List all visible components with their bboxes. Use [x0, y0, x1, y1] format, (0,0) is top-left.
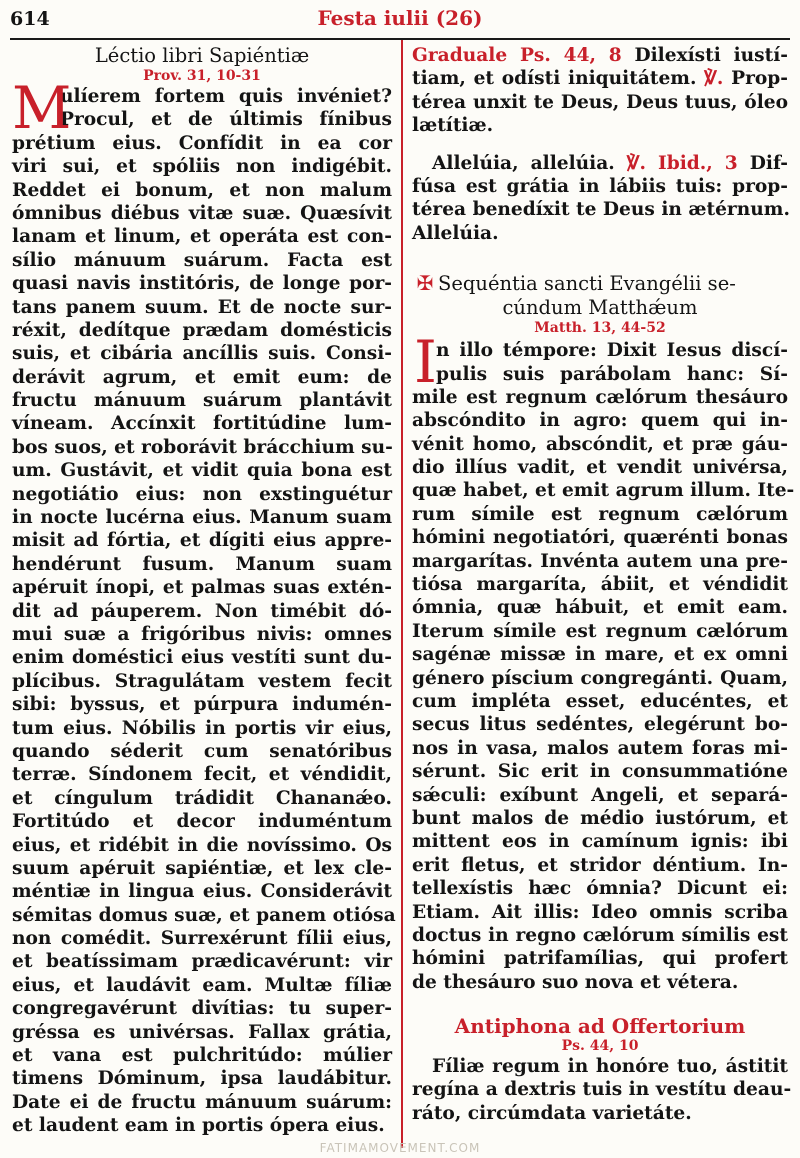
lesson-line: prétium eius. Confídit in ea cor — [12, 132, 392, 154]
gospel-line: ómnia, quæ hábuit, et emit eam. — [412, 597, 788, 619]
gospel-line: bunt malos de médio iustórum, et — [412, 807, 788, 829]
lesson-line: tum eius. Nóbilis in portis vir eius, — [12, 717, 392, 739]
lesson-line: in nocte lucérna eius. Manum suam — [12, 507, 392, 529]
gospel-line: secus litus sedéntes, elegérunt bo- — [412, 714, 788, 736]
gospel-line: dio illíus vadit, et vendit univérsa, — [412, 457, 788, 479]
lesson-line: Fortitúdo et decor induméntum — [12, 811, 392, 833]
lesson-line: et laudent eam in portis ópera eius. — [12, 1115, 385, 1137]
offertory-line: ráto, circúmdata varietáte. — [412, 1102, 692, 1124]
gospel-line: margarítas. Invénta autem una pre- — [412, 550, 788, 572]
lesson-line: hendérunt fusum. Manum suam — [12, 553, 392, 575]
gradual-line: lætítiæ. — [412, 115, 494, 137]
watermark: FATIMAMOVEMENT.COM — [319, 1141, 481, 1155]
gospel-lines — [412, 339, 795, 994]
lesson-line: sémitas domus suæ, et panem otiósa — [12, 904, 396, 926]
gospel-heading-text-1: Sequéntia sancti Evangélii se- — [438, 272, 736, 296]
lesson-reference: Prov. 31, 10-31 — [143, 68, 261, 84]
lesson-line: um. Gustávit, et vidit quia bona est — [12, 460, 392, 482]
offertory-reference: Ps. 44, 10 — [561, 1038, 639, 1055]
lesson-line: lanam et linum, et operáta est con- — [12, 226, 392, 248]
column-divider — [401, 40, 403, 1148]
lesson-line: eius, et ridébit in die novíssimo. Os — [12, 834, 392, 856]
lesson-line: fructu mánuum suárum plantávit — [12, 390, 392, 412]
gospel-dropcap: I — [414, 328, 437, 397]
lesson-line: mui suæ a frigóribus nivis: omnes — [12, 623, 392, 645]
gospel-line: abscóndito in agro: quem qui in- — [412, 410, 788, 432]
gospel-line: género píscium congregánti. Quam, — [412, 667, 788, 689]
gospel-line: vénit homo, abscóndit, et præ gáu- — [412, 433, 788, 455]
gospel-line: erit fletus, et stridor déntium. In- — [412, 854, 788, 876]
lesson-line: timens Dóminum, ipsa laudábitur. — [12, 1068, 392, 1090]
lesson-line: ulíerem fortem quis invéniet? — [60, 86, 392, 107]
lesson-line: eius, et laudávit eam. Multæ fíliæ — [12, 974, 392, 996]
gradual-label: Graduale Ps. 44, 8 — [412, 45, 622, 66]
lesson-line: suum apéruit sapiéntiæ, et lex cle- — [12, 857, 392, 879]
alleluia-line: térea benedíxit te Deus in ætérnum. — [412, 199, 790, 221]
lesson-line: apéruit ínopi, et palmas suas extén- — [12, 577, 392, 599]
gospel-reference: Matth. 13, 44-52 — [534, 320, 666, 337]
gospel-line: cum impléta esset, educéntes, et — [412, 690, 788, 712]
lesson-line: dit ad páuperem. Non timébit dó- — [12, 600, 392, 622]
lesson-lines — [12, 85, 396, 1138]
lesson-line: Date ei de fructu mánuum suárum: — [12, 1091, 392, 1113]
offertory-heading: Antiphona ad Offertorium — [454, 1014, 746, 1039]
gospel-line: tellexístis hæc ómnia? Dicunt ei: — [412, 878, 788, 900]
gospel-line: rum símile est regnum cælórum — [412, 503, 788, 525]
running-title: Festa iulii (26) — [317, 6, 483, 30]
gospel-line: sǽculi: exíbunt Angeli, et separá- — [412, 784, 788, 806]
left-column — [12, 44, 396, 1138]
alleluia-line: fúsa est grátia in lábiis tuis: prop- — [412, 175, 788, 197]
lesson-line: Procul, et de últimis fínibus — [60, 109, 392, 131]
gradual-line: térea unxit te Deus, Deus tuus, óleo — [412, 91, 788, 113]
gospel-line: hómini negotiatóri, quærénti bonas — [412, 527, 788, 549]
page-number: 614 — [10, 8, 50, 30]
lesson-line: derávit agrum, et emit eum: de — [12, 366, 392, 388]
gradual-text-2: tiam, et odísti iniquitátem. — [412, 68, 705, 90]
lesson-line: méntiæ in lingua eius. Considerávit — [12, 881, 392, 903]
spacer — [412, 245, 788, 271]
lesson-line: terræ. Síndonem fecit, et véndidit, — [12, 764, 392, 786]
lesson-line: enim doméstici eius vestíti sunt du- — [12, 647, 392, 669]
gospel-heading-line-2: cúndum Matthǽum — [502, 296, 698, 320]
lesson-line: tans panem suum. Et de nocte sur- — [12, 296, 392, 318]
gradual-line — [412, 67, 788, 90]
gospel-line: Iterum símile est regnum cælórum — [412, 620, 788, 642]
alleluia-line — [412, 152, 788, 175]
spacer — [412, 138, 788, 152]
lesson-line: misit ad fórtia, et dígiti eius appre- — [12, 530, 392, 552]
gradual-block — [412, 44, 788, 138]
lesson-line: congregavérunt divítias: tu super- — [12, 998, 392, 1020]
alleluia-block — [412, 152, 788, 246]
lesson-line: suis, et cibária ancíllis suis. Consi- — [12, 343, 392, 365]
offertory-line: Fíliæ regum in honóre tuo, ástitit — [432, 1056, 788, 1078]
gospel-line: nos in vasa, malos autem foras mi- — [412, 737, 788, 759]
gospel-line: Etiam. Ait illis: Ideo omnis scriba — [412, 901, 788, 923]
gospel-line: pulis suis parábolam hanc: Sí- — [436, 363, 788, 385]
spacer — [412, 994, 788, 1014]
lesson-line: quasi navis institóris, de longe por- — [12, 273, 392, 295]
lesson-line: víneam. Accínxit fortitúdine lum- — [12, 413, 392, 435]
header-rule — [10, 38, 790, 40]
lesson-dropcap: M — [12, 74, 72, 142]
alleluia-line: Allelúia. — [412, 222, 499, 244]
lesson-line: bos suos, et roborávit brácchium su- — [12, 436, 393, 458]
gospel-line: doctus in regno cælórum símilis est — [412, 924, 788, 946]
gradual-text-1: Dilexísti iustí- — [621, 45, 788, 66]
lesson-line: sílio mánuum suárum. Facta est — [12, 249, 392, 271]
gospel-line: tiósa margaríta, ábiit, et véndidit — [412, 574, 788, 596]
gospel-line: n illo témpore: Dixit Iesus discí- — [436, 340, 788, 362]
gradual-line — [412, 44, 788, 67]
gospel-line: sérunt. Sic erit in consummatióne — [412, 761, 788, 783]
lesson-line: non comédit. Surrexérunt fílii eius, — [12, 928, 392, 950]
right-column — [412, 44, 795, 1125]
offertory-line: regína a dextris tuis in vestítu deau- — [412, 1079, 792, 1101]
gospel-line: sagénæ missæ in mare, et ex omni — [412, 644, 788, 666]
lesson-line: et cíngulum trádidit Chananǽo. — [12, 787, 392, 809]
lesson-line: et vana est pulchritúdo: múlier — [12, 1045, 392, 1067]
versicle-mark: ℣. — [704, 68, 724, 90]
lesson-line: plícibus. Stragulátam vestem fecit — [12, 670, 392, 692]
cross-icon: ✠ — [416, 271, 434, 296]
gospel-line: hómini patrifamílias, qui profert — [412, 948, 788, 970]
alleluia-text-1b: Dif- — [737, 152, 788, 174]
gospel-line: mile est regnum cælórum thesáuro — [412, 386, 788, 408]
lesson-line: et beatíssimam prædicavérunt: vir — [12, 951, 392, 973]
gospel-line: de thesáuro suo nova et vétera. — [412, 971, 739, 993]
gospel-heading — [412, 271, 788, 337]
lesson-line: ómnibus diébus vitæ suæ. Quæsívit — [12, 202, 392, 224]
gradual-text-2b: Prop- — [723, 68, 788, 90]
page-header — [0, 0, 800, 40]
gospel-heading-line-1 — [412, 271, 788, 296]
alleluia-versicle: ℣. Ibid., 3 — [626, 152, 738, 174]
lesson-heading: Léctio libri Sapiéntiæ — [94, 44, 310, 67]
alleluia-text-1: Allelúia, allelúia. — [432, 152, 627, 174]
gospel-line: mittent eos in camínum ignis: ibi — [412, 831, 788, 853]
lesson-line: negotiátio eius: non exstinguétur — [12, 483, 392, 505]
lesson-line: Reddet ei bonum, et non malum — [12, 179, 392, 201]
lesson-line: quando séderit cum senatóribus — [12, 740, 392, 762]
lesson-line: réxit, dedítque prædam domésticis — [12, 319, 392, 341]
offertory-lines — [412, 1055, 792, 1125]
lesson-line: sibi: byssus, et púrpura indumén- — [12, 694, 392, 716]
gospel-line: quæ habet, et emit agrum illum. Ite- — [412, 480, 795, 502]
lesson-line: gréssa es univérsas. Fallax grátia, — [12, 1021, 392, 1043]
lesson-line: viri sui, et spóliis non indigébit. — [12, 156, 392, 178]
